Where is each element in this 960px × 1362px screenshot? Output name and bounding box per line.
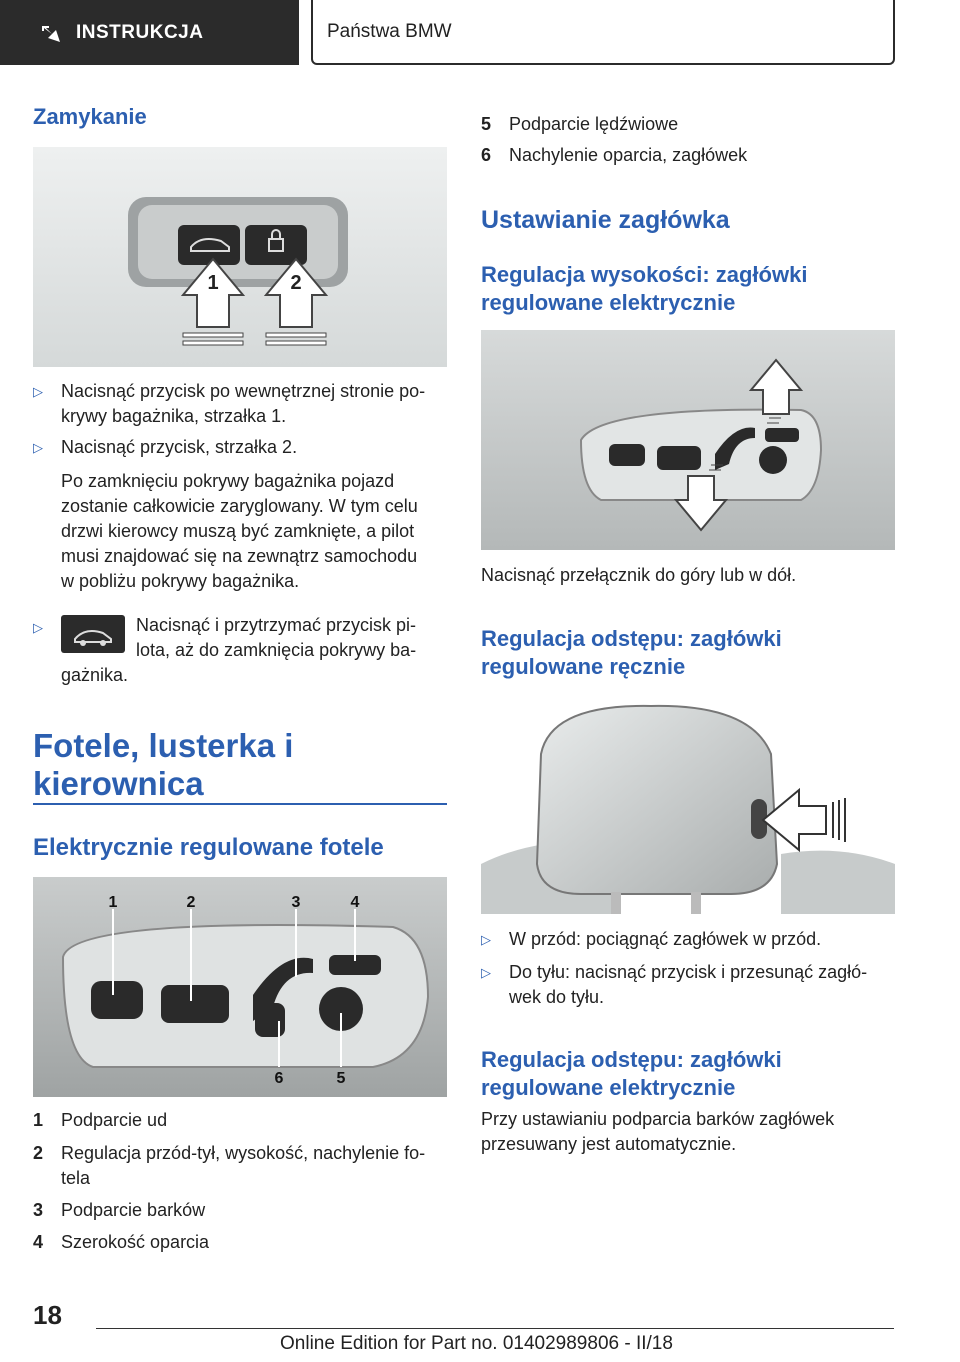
triangle-right-icon: ▷	[33, 440, 43, 455]
seat-label-2: 2	[186, 894, 196, 911]
caption-height: Nacisnąć przełącznik do góry lub w dół.	[481, 565, 797, 585]
triangle-right-icon: ▷	[481, 932, 491, 947]
triangle-right-icon: ▷	[481, 965, 491, 980]
heading-ustawianie: Ustawianie zagłówka	[481, 206, 730, 234]
item-number: 5	[481, 114, 492, 134]
seat-label-5: 5	[336, 1070, 346, 1087]
arrow-label-2: 2	[290, 272, 302, 294]
bullet-text-3b: gażnika.	[61, 665, 129, 685]
top-navigation	[0, 0, 960, 66]
heading-distance-electric: Regulacja odstępu: zagłówki regulowane elektrycznie	[481, 1047, 782, 1100]
footer-text: Online Edition for Part no. 01402989806 - II/18	[280, 1333, 673, 1354]
manual-title: Państwa BMW	[327, 20, 452, 42]
bullet-forward: W przód: pociągnąć zagłówek w przód.	[509, 929, 822, 949]
bmw-arrow-icon	[40, 22, 62, 44]
item-text: Podparcie ud	[61, 1110, 168, 1130]
footer-rule	[96, 1328, 894, 1329]
item-number: 1	[33, 1110, 44, 1130]
page-number: 18	[33, 1300, 62, 1330]
home-tab[interactable]	[0, 0, 299, 65]
manual-title-tab[interactable]	[311, 0, 895, 65]
bullet-text-1: Nacisnąć przycisk po wewnętrznej stronie po- krywy bagażnika, strzałka 1.	[61, 381, 426, 426]
seat-label-4: 4	[350, 894, 360, 911]
bullet-backward: Do tyłu: nacisnąć przycisk i przesunąć zagłó- wek do tyłu.	[509, 962, 868, 1007]
item-number: 2	[33, 1143, 44, 1163]
item-text: Podparcie lędźwiowe	[509, 114, 679, 134]
item-text: Szerokość oparcia	[61, 1232, 210, 1252]
item-text: Regulacja przód-tył, wysokość, nachylenie fo- tela	[61, 1143, 426, 1188]
item-number: 6	[481, 145, 492, 165]
heading-height-electric: Regulacja wysokości: zagłówki regulowane elektrycznie	[481, 262, 808, 315]
item-number: 3	[33, 1200, 44, 1220]
home-tab-label: INSTRUKCJA	[76, 21, 204, 43]
bullet-text-3a: Nacisnąć i przytrzymać przycisk pi- lota, aż do zamknięcia pokrywy ba-	[136, 615, 417, 660]
closing-paragraph: Po zamknięciu pokrywy bagażnika pojazd zostanie całkowicie zaryglowany. W tym celu drzwi kierowcy muszą być zamknięte, a pilot musi znajdować się na zewnątrz samochodu w pobliżu pokrywy bagażnika.	[61, 471, 418, 591]
trunk-buttons-image	[33, 147, 447, 367]
seat-label-3: 3	[291, 894, 301, 911]
section-title: Fotele, lusterka i kierownica	[33, 727, 294, 802]
headrest-image	[481, 694, 895, 914]
heading-distance-manual: Regulacja odstępu: zagłówki regulowane ręcznie	[481, 626, 782, 679]
trunk-buttons-illustration	[33, 147, 447, 367]
subsection-title: Elektrycznie regulowane fotele	[33, 834, 384, 861]
seat-label-1: 1	[108, 894, 118, 911]
seat-controls-image	[33, 877, 447, 1097]
arrow-label-1: 1	[207, 272, 219, 294]
section-rule	[33, 803, 447, 805]
triangle-right-icon: ▷	[33, 620, 43, 635]
distance-electric-paragraph: Przy ustawianiu podparcia barków zagłówek przesuwany jest automatycznie.	[481, 1109, 835, 1154]
item-text: Nachylenie oparcia, zagłówek	[509, 145, 748, 165]
seat-label-6: 6	[274, 1070, 284, 1087]
item-text: Podparcie barków	[61, 1200, 206, 1220]
remote-trunk-button-icon	[61, 615, 125, 653]
triangle-right-icon: ▷	[33, 384, 43, 399]
headrest-switch-image	[481, 330, 895, 550]
heading-zamykanie: Zamykanie	[33, 104, 147, 129]
bullet-text-2: Nacisnąć przycisk, strzałka 2.	[61, 437, 298, 457]
item-number: 4	[33, 1232, 44, 1252]
